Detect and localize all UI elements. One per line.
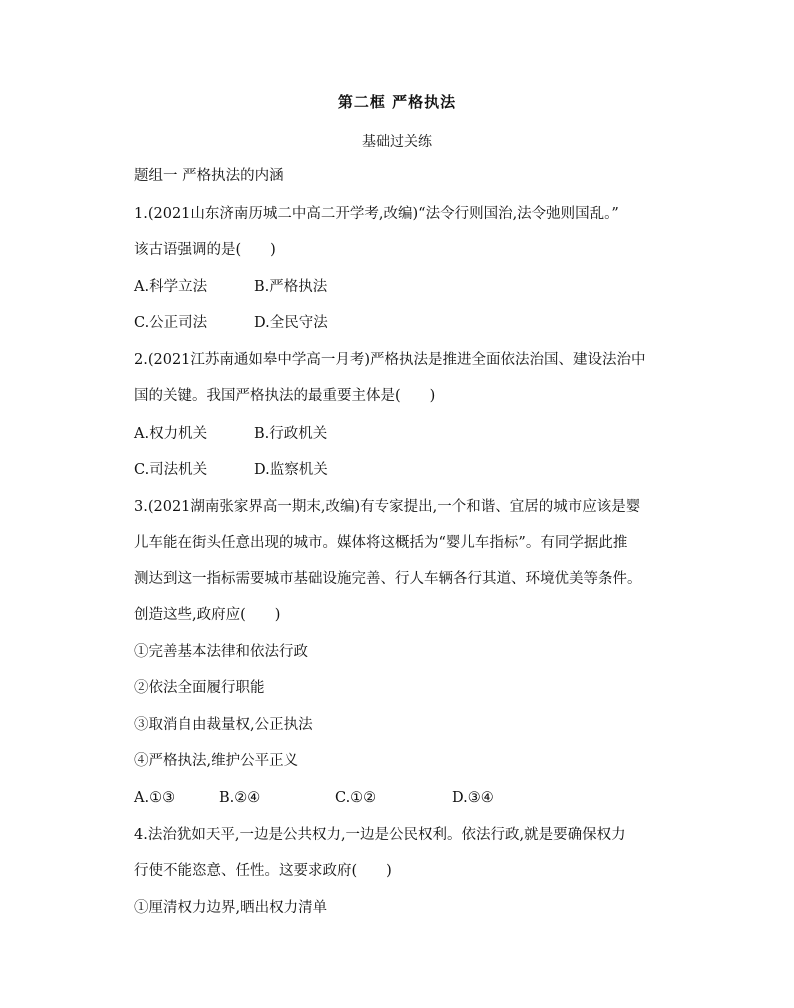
- q4-stem-line1: 4.法治犹如天平,一边是公共权力,一边是公民权利。依法行政,就是要确保权力: [134, 827, 626, 843]
- q2-stem-line2: 国的关键。我国严格执法的最重要主体是( ): [134, 388, 436, 404]
- q2-option-c: C.司法机关: [134, 462, 208, 478]
- q3-stem-line2: 儿车能在街头任意出现的城市。媒体将这概括为“婴儿车指标”。有同学据此推: [134, 535, 628, 551]
- q3-item-2: ②依法全面履行职能: [134, 680, 265, 696]
- q1-option-a: A.科学立法: [134, 279, 208, 295]
- section-subtitle: 基础过关练: [362, 134, 432, 150]
- q1-option-c: C.公正司法: [134, 315, 208, 331]
- q1-option-b: B.严格执法: [254, 279, 328, 295]
- q3-stem-line3: 测达到这一指标需要城市基础设施完善、行人车辆各行其道、环境优美等条件。: [134, 571, 642, 587]
- q3-option-d: D.③④: [452, 790, 494, 806]
- section-title: 第二框 严格执法: [337, 93, 457, 111]
- q2-option-a: A.权力机关: [134, 426, 208, 442]
- q3-stem-line4: 创造这些,政府应( ): [134, 607, 281, 623]
- question-group-heading: 题组一 严格执法的内涵: [134, 168, 284, 184]
- q1-stem-line2: 该古语强调的是( ): [134, 242, 276, 258]
- q1-stem-line1: 1.(2021山东济南历城二中高二开学考,改编)“法令行则国治,法令弛则国乱。”: [134, 206, 619, 222]
- q2-stem-line1: 2.(2021江苏南通如皋中学高一月考)严格执法是推进全面依法治国、建设法治中: [134, 352, 646, 368]
- q4-stem-line2: 行使不能恣意、任性。这要求政府( ): [134, 863, 392, 879]
- q4-item-1: ①厘清权力边界,晒出权力清单: [134, 900, 328, 916]
- q3-item-3: ③取消自由裁量权,公正执法: [134, 717, 313, 733]
- q2-option-b: B.行政机关: [254, 426, 328, 442]
- q3-option-a: A.①③: [134, 790, 176, 806]
- q3-option-b: B.②④: [219, 790, 261, 806]
- q1-option-d: D.全民守法: [254, 315, 328, 331]
- q2-option-d: D.监察机关: [254, 462, 328, 478]
- q3-option-c: C.①②: [335, 790, 377, 806]
- q3-item-1: ①完善基本法律和依法行政: [134, 644, 308, 660]
- q3-stem-line1: 3.(2021湖南张家界高一期末,改编)有专家提出,一个和谐、宜居的城市应该是婴: [134, 499, 641, 515]
- q3-item-4: ④严格执法,维护公平正义: [134, 753, 299, 769]
